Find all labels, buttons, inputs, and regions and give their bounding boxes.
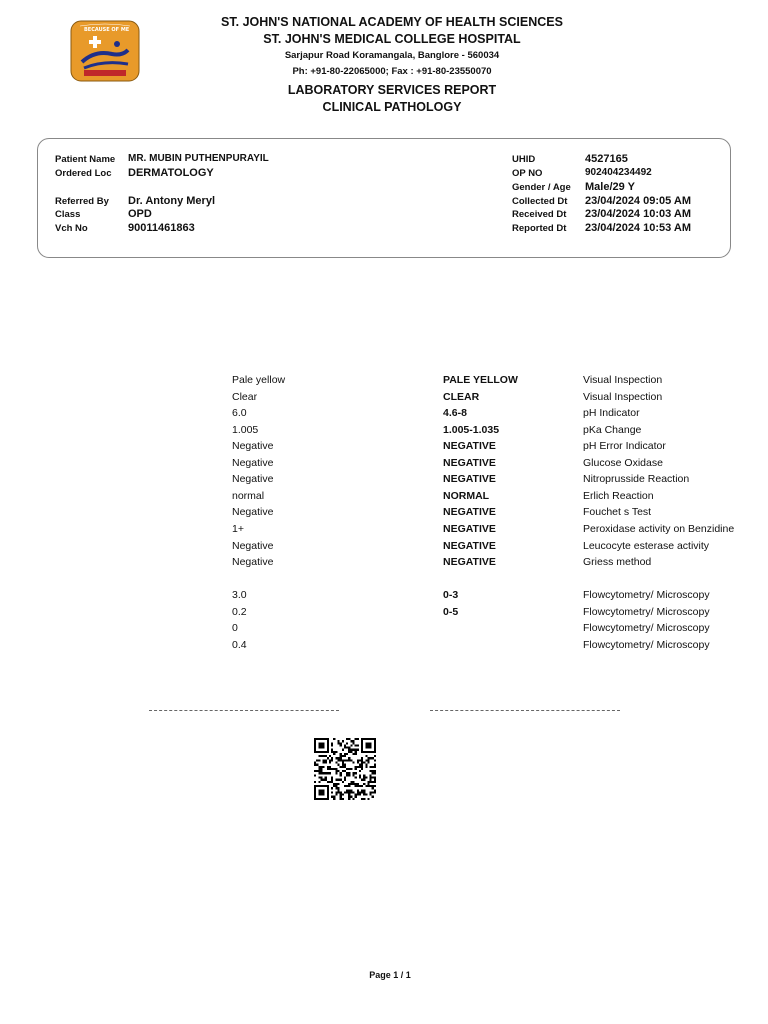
signature-line-left	[149, 710, 339, 711]
result-value: Negative	[232, 506, 274, 519]
institution-name: ST. JOHN'S NATIONAL ACADEMY OF HEALTH SCIENCES	[221, 15, 563, 29]
patient-info-box	[37, 138, 731, 258]
received-label: Received Dt	[512, 209, 567, 220]
received-date: 23/04/2024 10:03 AM	[585, 208, 691, 220]
hospital-name: ST. JOHN'S MEDICAL COLLEGE HOSPITAL	[263, 32, 521, 46]
class-label: Class	[55, 209, 81, 220]
signature-line-right	[430, 710, 620, 711]
test-method: Visual Inspection	[583, 390, 663, 403]
test-method: Flowcytometry/ Microscopy	[583, 605, 710, 618]
result-row	[0, 440, 768, 456]
patient-name: MR. MUBIN PUTHENPURAYIL	[128, 153, 269, 164]
result-row	[0, 540, 768, 556]
result-value: Negative	[232, 456, 274, 469]
result-row	[0, 606, 768, 622]
result-value: normal	[232, 489, 265, 502]
reference-range: 0-3	[443, 589, 459, 602]
test-method: pH Error Indicator	[583, 440, 666, 453]
op-no-label: OP NO	[512, 168, 543, 179]
reference-range: CLEAR	[443, 390, 480, 403]
reference-range: NEGATIVE	[443, 539, 496, 552]
phone-fax: Ph: +91-80-22065000; Fax : +91-80-23550070	[292, 66, 492, 77]
result-value: 1.005	[232, 423, 259, 436]
reported-label: Reported Dt	[512, 223, 567, 234]
test-method: Griess method	[583, 556, 652, 569]
test-method: Leucocyte esterase activity	[583, 539, 710, 552]
qr-code	[313, 738, 377, 800]
result-value: Pale yellow	[232, 374, 286, 386]
reference-range: 1.005-1.035	[443, 423, 500, 436]
ordered-loc: DERMATOLOGY	[128, 167, 214, 179]
test-method: Flowcytometry/ Microscopy	[583, 638, 710, 651]
page-number: Page 1 / 1	[369, 970, 411, 980]
result-value: 6.0	[232, 407, 247, 420]
vch-no: 90011461863	[128, 222, 195, 234]
reference-range: NEGATIVE	[443, 556, 496, 569]
vch-no-label: Vch No	[55, 223, 88, 234]
test-method: Erlich Reaction	[583, 489, 654, 502]
result-value: 0.2	[232, 605, 247, 618]
test-method: pKa Change	[583, 423, 642, 436]
test-method: Peroxidase activity on Benzidine	[583, 522, 735, 535]
reference-range: NEGATIVE	[443, 473, 496, 486]
result-value: Clear	[232, 390, 258, 403]
test-method: Glucose Oxidase	[583, 456, 663, 469]
result-value: Negative	[232, 539, 274, 552]
result-row	[0, 556, 768, 572]
test-method: Visual Inspection	[583, 374, 663, 386]
reference-range: NEGATIVE	[443, 506, 496, 519]
collected-date: 23/04/2024 09:05 AM	[585, 195, 691, 207]
result-value: Negative	[232, 440, 274, 453]
reference-range: NEGATIVE	[443, 456, 496, 469]
result-row	[0, 457, 768, 473]
class-value: OPD	[128, 208, 152, 220]
test-method: Flowcytometry/ Microscopy	[583, 622, 710, 635]
result-row	[0, 622, 768, 638]
referred-by: Dr. Antony Meryl	[128, 195, 215, 207]
test-method: Nitroprusside Reaction	[583, 473, 690, 486]
referred-by-label: Referred By	[55, 196, 109, 207]
reference-range: NORMAL	[443, 489, 490, 502]
reference-range: NEGATIVE	[443, 440, 496, 453]
result-row	[0, 407, 768, 423]
result-row	[0, 374, 768, 390]
reference-range: NEGATIVE	[443, 522, 496, 535]
result-row	[0, 639, 768, 655]
gender-age: Male/29 Y	[585, 181, 635, 193]
ordered-loc-label: Ordered Loc	[55, 168, 112, 179]
result-value: 0.4	[232, 638, 247, 651]
reference-range: 4.6-8	[443, 407, 467, 420]
test-method: Flowcytometry/ Microscopy	[583, 589, 710, 602]
test-method: Fouchet s Test	[583, 506, 652, 519]
uhid: 4527165	[585, 153, 628, 165]
report-title: LABORATORY SERVICES REPORT	[287, 83, 497, 97]
result-value: Negative	[232, 556, 274, 569]
reported-date: 23/04/2024 10:53 AM	[585, 222, 691, 234]
gender-age-label: Gender / Age	[512, 182, 571, 193]
collected-label: Collected Dt	[512, 196, 568, 207]
result-row	[0, 523, 768, 539]
result-value: 1+	[232, 522, 244, 535]
result-row	[0, 391, 768, 407]
result-row	[0, 589, 768, 605]
op-no: 902404234492	[585, 167, 652, 178]
result-row	[0, 573, 768, 589]
uhid-label: UHID	[512, 154, 536, 165]
result-value: 0	[232, 622, 238, 635]
result-row	[0, 473, 768, 489]
result-value: 3.0	[232, 589, 247, 602]
result-value: Negative	[232, 473, 274, 486]
department-title: CLINICAL PATHOLOGY	[322, 100, 462, 114]
reference-range: 0-5	[443, 605, 459, 618]
address: Sarjapur Road Koramangala, Banglore - 560034	[284, 50, 500, 61]
svg-text:BECAUSE OF ME: BECAUSE OF ME	[84, 27, 130, 33]
result-row	[0, 506, 768, 522]
test-method: pH Indicator	[583, 407, 640, 420]
patient-name-label: Patient Name	[55, 154, 116, 165]
result-row	[0, 424, 768, 440]
result-row	[0, 490, 768, 506]
reference-range: PALE YELLOW	[443, 374, 518, 386]
